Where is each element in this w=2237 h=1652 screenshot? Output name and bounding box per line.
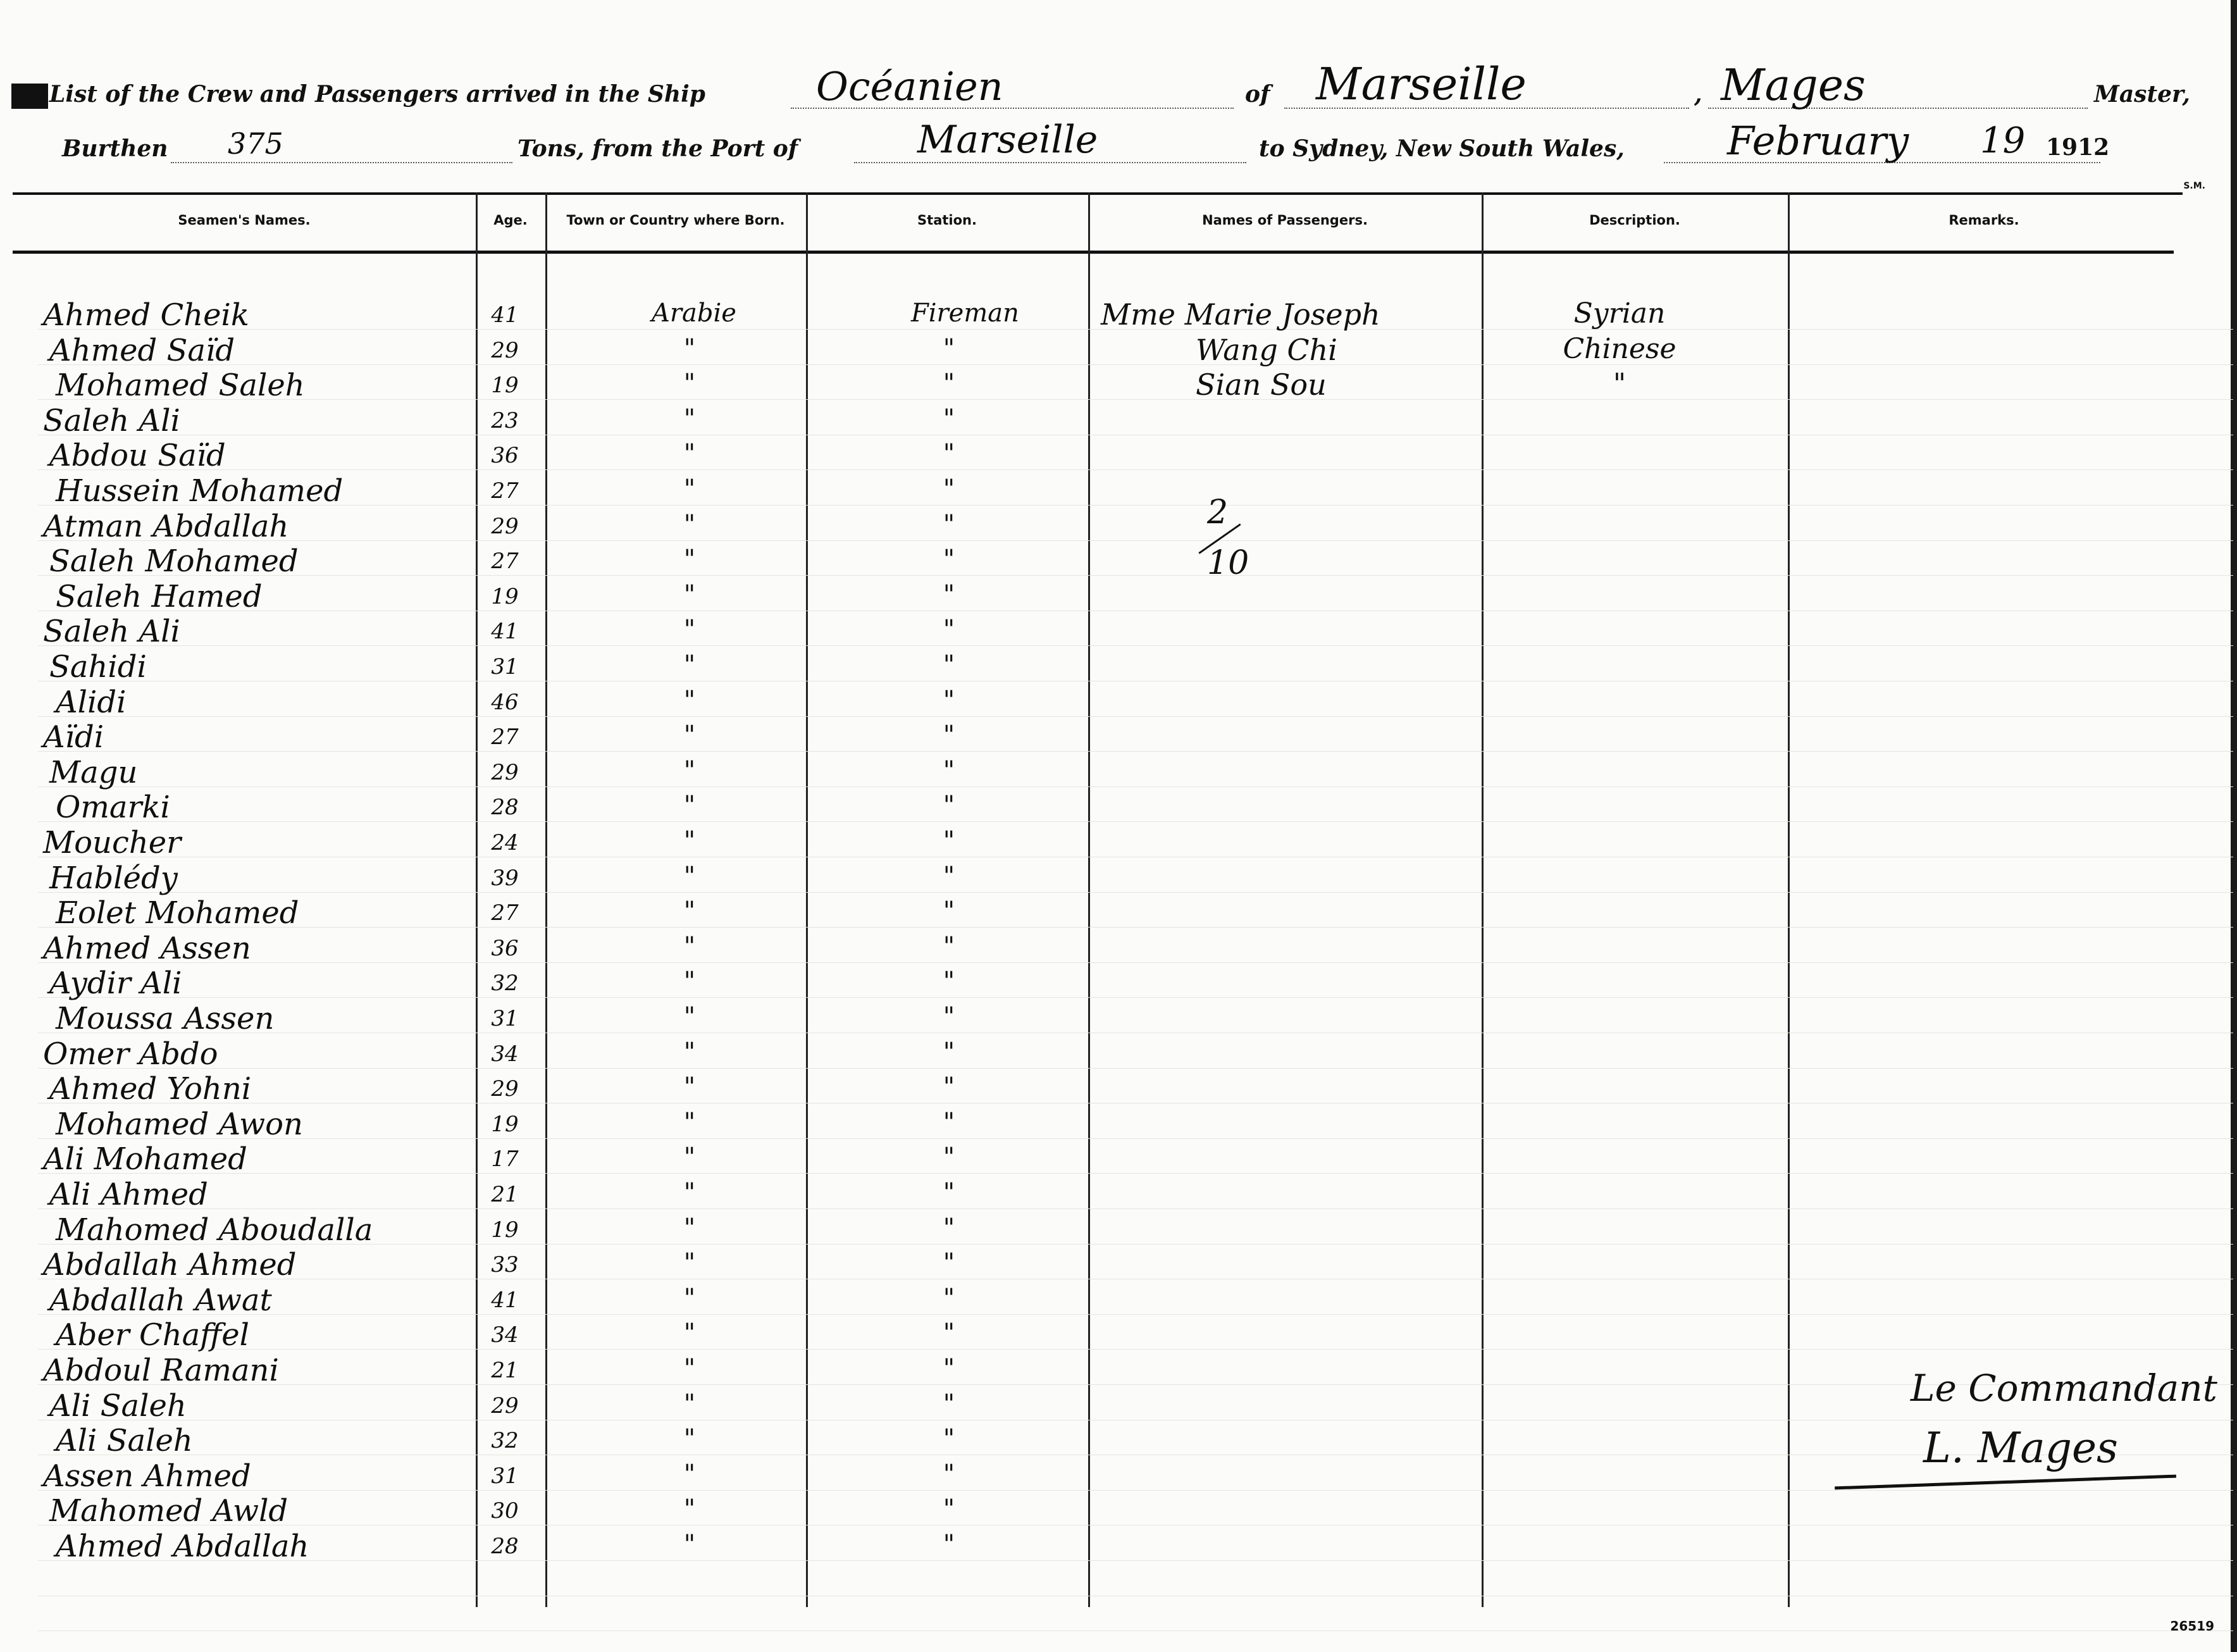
column-remarks: Remarks. [1949,213,2019,228]
crew-name: Ali Saleh [56,1423,193,1458]
crew-birthplace: " [683,1424,696,1453]
crew-row [0,1282,2237,1317]
burthen-line [171,162,512,163]
crew-age: 29 [491,514,519,539]
column-age: Age. [493,213,528,228]
crew-row [0,895,2237,930]
crew-station: " [943,686,955,715]
crew-name: Ahmed Assen [43,931,251,966]
crew-station: " [943,932,955,961]
crew-age: 19 [491,1217,519,1243]
crew-name: Hussein Mohamed [56,473,344,509]
passenger-description: Chinese [1563,333,1676,365]
passenger-row [0,368,2237,402]
crew-row [0,1071,2237,1106]
crew-age: 19 [491,373,519,398]
column-description: Description. [1589,213,1680,228]
crew-station: " [943,1072,955,1102]
crew-station: Fireman [911,299,1019,328]
crew-name: Aydir Ali [49,966,182,1001]
crew-row [0,685,2237,719]
master-label: Master, [2094,81,2190,108]
crew-age: 30 [491,1498,519,1524]
crew-station: " [943,756,955,785]
crew-name: Magu [49,755,138,790]
from-port-line [854,162,1246,163]
crew-age: 19 [491,1112,519,1137]
burthen-label: Burthen [62,135,168,162]
crew-birthplace: " [683,1072,696,1102]
crew-age: 27 [491,549,519,574]
redaction-mark [11,84,48,109]
crew-row [0,1458,2237,1493]
crew-birthplace: " [683,1284,696,1313]
crew-station: " [943,369,955,398]
crew-row [0,579,2237,614]
crew-name: Omer Abdo [43,1036,218,1072]
crew-age: 29 [491,760,519,785]
crew-name: Saleh Ali [43,614,180,649]
crew-name: Mahomed Awld [49,1493,288,1529]
crew-station: " [943,615,955,644]
crew-row [0,1177,2237,1212]
crew-birthplace: " [683,1389,696,1419]
crew-birthplace: " [683,1460,696,1489]
passenger-name: Mme Marie Joseph [1101,297,1380,332]
crew-station: " [943,475,955,504]
heading-prefix: List of the Crew and Passengers arrived in the Ship [49,81,705,108]
crew-row [0,649,2237,684]
crew-station: " [943,897,955,926]
crew-station: " [943,1354,955,1383]
heading-comma: , [1694,81,1702,108]
crew-age: 17 [491,1146,519,1172]
crew-birthplace: " [683,1530,696,1559]
crew-birthplace: " [683,510,696,539]
crew-row [0,1001,2237,1036]
crew-name: Ali Mohamed [43,1141,247,1177]
crew-name: Moucher [43,825,182,860]
crew-row [0,755,2237,790]
column-passenger-names: Names of Passengers. [1202,213,1368,228]
fraction-denominator: 10 [1207,544,1249,582]
passenger-row [0,333,2237,368]
crew-station: " [943,1214,955,1243]
passenger-name: Sian Sou [1196,368,1327,402]
crew-age: 32 [491,971,519,996]
crew-birthplace: " [683,897,696,926]
crew-row [0,1212,2237,1247]
crew-age: 27 [491,478,519,504]
crew-row [0,931,2237,966]
crew-station: " [943,650,955,680]
date-day: 19 [1980,120,2026,161]
crew-row [0,543,2237,578]
crew-birthplace: " [683,1178,696,1207]
crew-age: 21 [491,1358,519,1383]
fraction-notation [1194,494,1249,588]
crew-station: " [943,826,955,855]
crew-station: " [943,721,955,750]
crew-birthplace: " [683,1248,696,1277]
crew-row [0,1423,2237,1458]
crew-age: 28 [491,1534,519,1559]
crew-row [0,1141,2237,1176]
date-year: 1912 [2046,134,2110,161]
crew-station: " [943,1143,955,1172]
crew-age: 34 [491,1322,519,1348]
crew-name: Mohamed Saleh [56,368,305,403]
crew-birthplace: " [683,1143,696,1172]
crew-name: Ahmed Saïd [49,333,235,368]
crew-station: " [943,1178,955,1207]
crew-name: Ahmed Abdallah [56,1529,309,1564]
crew-station: " [943,1038,955,1067]
crew-station: " [943,791,955,820]
crew-row [0,509,2237,543]
ship-name: Océanien [816,63,1003,109]
signature-name: L. Mages [1923,1424,2118,1472]
crew-name: Mahomed Aboudalla [56,1212,373,1248]
crew-birthplace: " [683,545,696,574]
crew-age: 41 [491,619,519,644]
crew-birthplace: " [683,1002,696,1031]
crew-birthplace: " [683,1038,696,1067]
crew-row [0,1107,2237,1141]
crew-name: Hablédy [49,860,178,896]
fraction-numerator: 2 [1207,494,1229,531]
crew-birthplace: " [683,791,696,820]
master-name: Mages [1721,61,1866,111]
tons-label: Tons, from the Port of [517,135,798,162]
of-label: of [1245,81,1270,108]
crew-birthplace: " [683,686,696,715]
crew-birthplace: " [683,475,696,504]
form-number: 26519 [2170,1618,2214,1634]
crew-birthplace: " [683,1214,696,1243]
corner-number: S.M. [2183,181,2205,191]
crew-station: " [943,1494,955,1524]
crew-row [0,825,2237,860]
crew-row [0,1353,2237,1388]
crew-station: " [943,1460,955,1489]
crew-birthplace: " [683,756,696,785]
crew-name: Ali Saleh [49,1388,187,1424]
crew-age: 36 [491,936,519,961]
crew-row [0,473,2237,508]
crew-birthplace: " [683,404,696,433]
crew-station: " [943,1389,955,1419]
crew-age: 31 [491,1006,519,1031]
crew-station: " [943,862,955,891]
crew-birthplace: " [683,1354,696,1383]
crew-row [0,1317,2237,1352]
crew-station: " [943,580,955,609]
crew-row [0,790,2237,824]
crew-row [0,719,2237,754]
crew-row [0,1036,2237,1071]
crew-name: Saleh Mohamed [49,543,299,579]
crew-name: Ahmed Yohni [49,1071,252,1107]
crew-age: 28 [491,795,519,820]
crew-birthplace: " [683,369,696,398]
crew-station: " [943,510,955,539]
passenger-description: " [1613,368,1627,400]
column-town-born: Town or Country where Born. [566,213,785,228]
crew-name: Ahmed Cheik [43,297,249,333]
crew-age: 33 [491,1252,519,1277]
crew-birthplace: " [683,932,696,961]
crew-age: 23 [491,408,519,433]
crew-age: 31 [491,1463,519,1489]
crew-birthplace: " [683,1108,696,1137]
header-bottom-rule [13,251,2174,254]
crew-birthplace: " [683,615,696,644]
passenger-description: Syrian [1573,297,1666,330]
crew-row [0,966,2237,1000]
crew-row [0,614,2237,649]
crew-row [0,1529,2237,1563]
crew-row [0,1247,2237,1282]
crew-name: Omarki [56,790,170,825]
crew-age: 31 [491,654,519,680]
crew-age: 29 [491,1393,519,1419]
crew-station: " [943,1319,955,1348]
passenger-name: Wang Chi [1196,333,1337,367]
crew-birthplace: Arabie [652,299,736,328]
crew-name: Abdoul Ramani [43,1353,279,1388]
crew-age: 46 [491,690,519,715]
crew-age: 34 [491,1041,519,1067]
crew-station: " [943,334,955,363]
crew-age: 24 [491,830,519,855]
crew-name: Moussa Assen [56,1001,275,1036]
crew-station: " [943,967,955,996]
crew-birthplace: " [683,1494,696,1524]
crew-station: " [943,545,955,574]
crew-birthplace: " [683,334,696,363]
crew-age: 21 [491,1182,519,1207]
crew-row [0,1493,2237,1528]
crew-age: 41 [491,1288,519,1313]
crew-age: 32 [491,1428,519,1453]
signature-title: Le Commandant [1911,1367,2217,1410]
crew-age: 27 [491,900,519,926]
crew-age: 36 [491,443,519,468]
crew-name: Aber Chaffel [56,1317,250,1353]
crew-birthplace: " [683,1319,696,1348]
crew-name: Eolet Mohamed [56,895,299,931]
crew-station: " [943,1108,955,1137]
crew-name: Abdou Saïd [49,438,226,473]
crew-age: 19 [491,584,519,609]
home-port: Marseille [1316,58,1527,110]
crew-birthplace: " [683,439,696,468]
from-port: Marseille [917,118,1098,162]
crew-station: " [943,1002,955,1031]
crew-age: 39 [491,866,519,891]
crew-name: Saleh Ali [43,403,180,438]
ruled-line [38,1630,2233,1631]
crew-station: " [943,1424,955,1453]
crew-birthplace: " [683,862,696,891]
crew-name: Sahidi [49,649,147,685]
crew-row [0,438,2237,473]
crew-station: " [943,1530,955,1559]
crew-birthplace: " [683,721,696,750]
crew-birthplace: " [683,650,696,680]
crew-age: 27 [491,724,519,750]
crew-birthplace: " [683,826,696,855]
crew-station: " [943,1248,955,1277]
crew-name: Abdallah Ahmed [43,1247,297,1282]
crew-name: Ali Ahmed [49,1177,208,1212]
crew-name: Aïdi [43,719,104,755]
crew-name: Assen Ahmed [43,1458,251,1494]
column-station: Station. [917,213,977,228]
crew-row [0,1388,2237,1423]
crew-name: Abdallah Awat [49,1282,272,1318]
crew-name: Saleh Hamed [56,579,263,614]
crew-age: 41 [491,302,519,328]
crew-row [0,860,2237,895]
crew-station: " [943,1284,955,1313]
date-month: February [1727,118,1909,164]
crew-station: " [943,439,955,468]
crew-birthplace: " [683,967,696,996]
passenger-row [0,297,2237,332]
table-top-rule [13,192,2183,195]
to-label: to Sydney, New South Wales, [1259,135,1625,162]
crew-birthplace: " [683,580,696,609]
crew-age: 29 [491,1076,519,1102]
crew-row [0,403,2237,438]
column-seamen-names: Seamen's Names. [178,213,311,228]
burthen-value: 375 [228,127,283,161]
crew-name: Alidi [56,685,127,720]
crew-name: Mohamed Awon [56,1107,303,1142]
crew-name: Atman Abdallah [43,509,289,544]
crew-age: 29 [491,338,519,363]
crew-station: " [943,404,955,433]
